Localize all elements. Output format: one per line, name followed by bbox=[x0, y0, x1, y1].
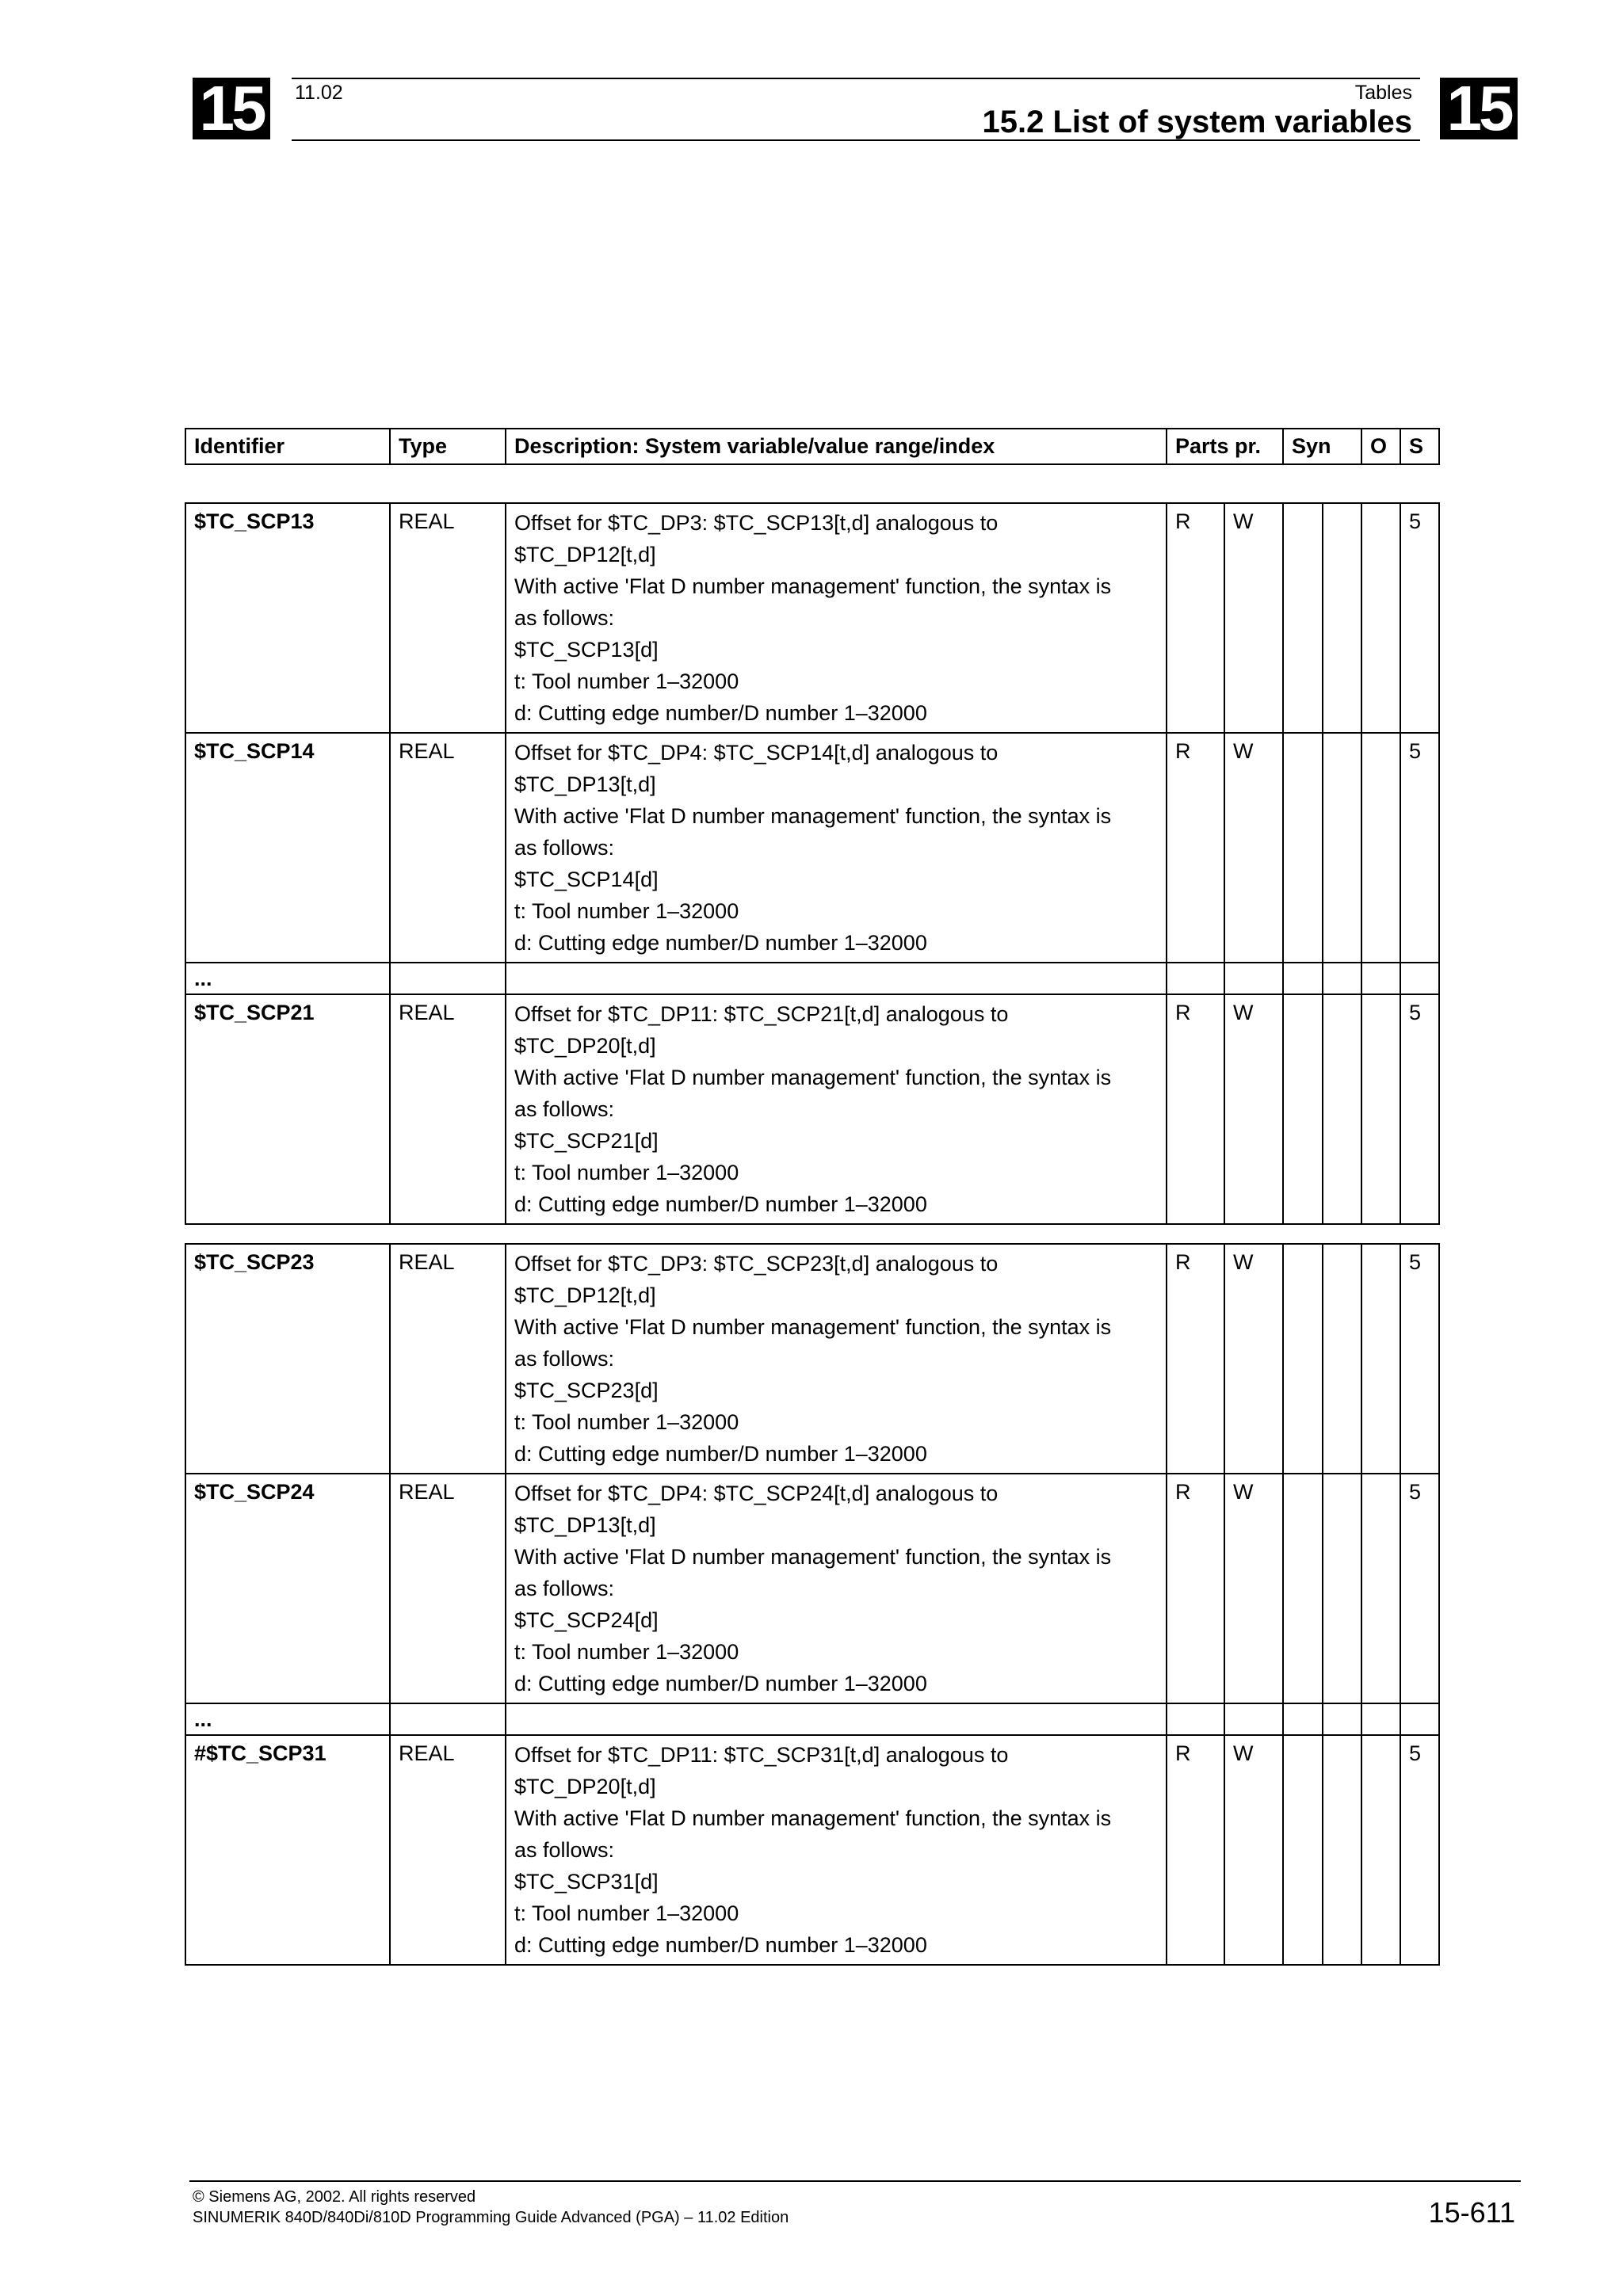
empty-cell bbox=[1361, 963, 1400, 994]
identifier-cell: $TC_SCP24 bbox=[185, 1474, 390, 1703]
col-parts-pr: Parts pr. bbox=[1167, 429, 1283, 464]
description-line: $TC_DP20[t,d] bbox=[514, 1034, 656, 1058]
parts-write-cell: W bbox=[1224, 1244, 1283, 1474]
page-title: 15.2 List of system variables bbox=[982, 105, 1412, 139]
page-number: 15-611 bbox=[1428, 2196, 1515, 2229]
col-o: O bbox=[1361, 429, 1400, 464]
s-cell: 5 bbox=[1400, 503, 1439, 733]
s-cell: 5 bbox=[1400, 1244, 1439, 1474]
table-row bbox=[185, 1474, 1439, 1703]
empty-cell bbox=[1283, 963, 1323, 994]
description-line: $TC_DP12[t,d] bbox=[514, 543, 656, 566]
description-line: Offset for $TC_DP11: $TC_SCP21[t,d] analogous to bbox=[514, 1002, 1009, 1026]
header-date: 11.02 bbox=[295, 82, 343, 104]
description-line: t: Tool number 1–32000 bbox=[514, 1640, 739, 1664]
description-line: t: Tool number 1–32000 bbox=[514, 1901, 739, 1925]
table-header-row bbox=[185, 429, 1439, 464]
description-line: d: Cutting edge number/D number 1–32000 bbox=[514, 1442, 927, 1466]
parts-read-cell: R bbox=[1167, 994, 1224, 1224]
description-line: $TC_SCP21[d] bbox=[514, 1129, 659, 1153]
identifier-cell: $TC_SCP14 bbox=[185, 733, 390, 963]
description-line: d: Cutting edge number/D number 1–32000 bbox=[514, 1672, 927, 1695]
parts-write-cell: W bbox=[1224, 1735, 1283, 1965]
description-line: Offset for $TC_DP11: $TC_SCP31[t,d] analogous to bbox=[514, 1743, 1009, 1767]
description-line: With active 'Flat D number management' function, the syntax is bbox=[514, 1066, 1112, 1089]
syn-cell-2 bbox=[1323, 994, 1361, 1224]
identifier-cell: $TC_SCP21 bbox=[185, 994, 390, 1224]
empty-cell bbox=[1400, 963, 1439, 994]
s-cell: 5 bbox=[1400, 1474, 1439, 1703]
description-line: $TC_SCP23[d] bbox=[514, 1379, 659, 1402]
o-cell bbox=[1361, 1474, 1400, 1703]
description-line: $TC_DP13[t,d] bbox=[514, 772, 656, 796]
o-cell bbox=[1361, 733, 1400, 963]
empty-cell bbox=[1283, 1703, 1323, 1735]
description-line: d: Cutting edge number/D number 1–32000 bbox=[514, 1192, 927, 1216]
table-row bbox=[185, 1244, 1439, 1474]
syn-cell-1 bbox=[1283, 1474, 1323, 1703]
syn-cell-1 bbox=[1283, 503, 1323, 733]
description-cell bbox=[506, 1474, 1167, 1703]
col-s: S bbox=[1400, 429, 1439, 464]
s-cell: 5 bbox=[1400, 994, 1439, 1224]
ellipsis-row bbox=[185, 963, 1439, 994]
description-line: Offset for $TC_DP3: $TC_SCP23[t,d] analogous to bbox=[514, 1252, 999, 1276]
description-line: $TC_DP20[t,d] bbox=[514, 1775, 656, 1798]
description-line: as follows: bbox=[514, 1838, 615, 1862]
syn-cell-1 bbox=[1283, 1244, 1323, 1474]
syn-cell-2 bbox=[1323, 1244, 1361, 1474]
empty-cell bbox=[506, 1703, 1167, 1735]
type-cell: REAL bbox=[390, 1735, 506, 1965]
col-identifier: Identifier bbox=[185, 429, 390, 464]
description-line: as follows: bbox=[514, 606, 615, 630]
description-line: With active 'Flat D number management' function, the syntax is bbox=[514, 574, 1112, 598]
description-cell bbox=[506, 733, 1167, 963]
type-cell: REAL bbox=[390, 1244, 506, 1474]
description-line: t: Tool number 1–32000 bbox=[514, 899, 739, 923]
description-line: as follows: bbox=[514, 836, 615, 860]
description-line: $TC_DP13[t,d] bbox=[514, 1513, 656, 1537]
description-line: d: Cutting edge number/D number 1–32000 bbox=[514, 1933, 927, 1957]
description-line: t: Tool number 1–32000 bbox=[514, 1410, 739, 1434]
empty-cell bbox=[1323, 1703, 1361, 1735]
empty-cell bbox=[390, 963, 506, 994]
ellipsis-cell: ... bbox=[185, 1703, 390, 1735]
description-line: $TC_DP12[t,d] bbox=[514, 1283, 656, 1307]
description-line: as follows: bbox=[514, 1577, 615, 1600]
type-cell: REAL bbox=[390, 1474, 506, 1703]
parts-read-cell: R bbox=[1167, 733, 1224, 963]
description-line: as follows: bbox=[514, 1097, 615, 1121]
identifier-cell: $TC_SCP23 bbox=[185, 1244, 390, 1474]
description-line: With active 'Flat D number management' function, the syntax is bbox=[514, 1315, 1112, 1339]
description-line: d: Cutting edge number/D number 1–32000 bbox=[514, 931, 927, 955]
table-row bbox=[185, 503, 1439, 733]
description-line: With active 'Flat D number management' function, the syntax is bbox=[514, 1545, 1112, 1569]
table-row bbox=[185, 733, 1439, 963]
variables-table-group-1 bbox=[185, 502, 1440, 1225]
syn-cell-1 bbox=[1283, 1735, 1323, 1965]
s-cell: 5 bbox=[1400, 733, 1439, 963]
description-line: as follows: bbox=[514, 1347, 615, 1371]
footer-rule bbox=[189, 2180, 1521, 2182]
description-line: $TC_SCP31[d] bbox=[514, 1870, 659, 1894]
col-description: Description: System variable/value range/index bbox=[506, 429, 1167, 464]
parts-write-cell: W bbox=[1224, 503, 1283, 733]
table-row bbox=[185, 1735, 1439, 1965]
description-line: t: Tool number 1–32000 bbox=[514, 1161, 739, 1184]
footer-copyright: © Siemens AG, 2002. All rights reserved bbox=[193, 2188, 476, 2206]
empty-cell bbox=[390, 1703, 506, 1735]
parts-write-cell: W bbox=[1224, 994, 1283, 1224]
description-line: Offset for $TC_DP3: $TC_SCP13[t,d] analogous to bbox=[514, 511, 999, 535]
description-line: t: Tool number 1–32000 bbox=[514, 669, 739, 693]
description-line: $TC_SCP13[d] bbox=[514, 638, 659, 662]
parts-read-cell: R bbox=[1167, 1735, 1224, 1965]
s-cell: 5 bbox=[1400, 1735, 1439, 1965]
description-cell bbox=[506, 1244, 1167, 1474]
footer-document-title: SINUMERIK 840D/840Di/810D Programming Guide Advanced (PGA) – 11.02 Edition bbox=[193, 2209, 789, 2226]
parts-write-cell: W bbox=[1224, 733, 1283, 963]
syn-cell-2 bbox=[1323, 503, 1361, 733]
description-line: d: Cutting edge number/D number 1–32000 bbox=[514, 701, 927, 725]
parts-read-cell: R bbox=[1167, 503, 1224, 733]
description-cell bbox=[506, 503, 1167, 733]
o-cell bbox=[1361, 503, 1400, 733]
description-line: $TC_SCP24[d] bbox=[514, 1608, 659, 1632]
description-line: Offset for $TC_DP4: $TC_SCP14[t,d] analogous to bbox=[514, 741, 999, 765]
empty-cell bbox=[506, 963, 1167, 994]
ellipsis-row bbox=[185, 1703, 1439, 1735]
ellipsis-cell: ... bbox=[185, 963, 390, 994]
description-cell bbox=[506, 1735, 1167, 1965]
empty-cell bbox=[1224, 963, 1283, 994]
col-type: Type bbox=[390, 429, 506, 464]
o-cell bbox=[1361, 1735, 1400, 1965]
identifier-cell: $TC_SCP13 bbox=[185, 503, 390, 733]
empty-cell bbox=[1224, 1703, 1283, 1735]
empty-cell bbox=[1361, 1703, 1400, 1735]
identifier-cell: #$TC_SCP31 bbox=[185, 1735, 390, 1965]
description-cell bbox=[506, 994, 1167, 1224]
description-line: Offset for $TC_DP4: $TC_SCP24[t,d] analogous to bbox=[514, 1482, 999, 1505]
column-header-table bbox=[185, 428, 1440, 465]
parts-read-cell: R bbox=[1167, 1244, 1224, 1474]
parts-write-cell: W bbox=[1224, 1474, 1283, 1703]
col-syn: Syn bbox=[1283, 429, 1361, 464]
empty-cell bbox=[1400, 1703, 1439, 1735]
syn-cell-1 bbox=[1283, 994, 1323, 1224]
header-section: Tables bbox=[1354, 82, 1412, 104]
variables-table-group-2 bbox=[185, 1243, 1440, 1966]
o-cell bbox=[1361, 1244, 1400, 1474]
syn-cell-1 bbox=[1283, 733, 1323, 963]
type-cell: REAL bbox=[390, 503, 506, 733]
type-cell: REAL bbox=[390, 994, 506, 1224]
description-line: $TC_SCP14[d] bbox=[514, 868, 659, 891]
chapter-badge-right: 15 bbox=[1440, 78, 1518, 139]
chapter-badge-left: 15 bbox=[193, 78, 270, 139]
description-line: With active 'Flat D number management' function, the syntax is bbox=[514, 804, 1112, 828]
syn-cell-2 bbox=[1323, 733, 1361, 963]
empty-cell bbox=[1167, 1703, 1224, 1735]
description-line: With active 'Flat D number management' function, the syntax is bbox=[514, 1806, 1112, 1830]
table-row bbox=[185, 994, 1439, 1224]
empty-cell bbox=[1167, 963, 1224, 994]
o-cell bbox=[1361, 994, 1400, 1224]
header-rule-top bbox=[292, 78, 1420, 79]
syn-cell-2 bbox=[1323, 1474, 1361, 1703]
type-cell: REAL bbox=[390, 733, 506, 963]
syn-cell-2 bbox=[1323, 1735, 1361, 1965]
empty-cell bbox=[1323, 963, 1361, 994]
parts-read-cell: R bbox=[1167, 1474, 1224, 1703]
